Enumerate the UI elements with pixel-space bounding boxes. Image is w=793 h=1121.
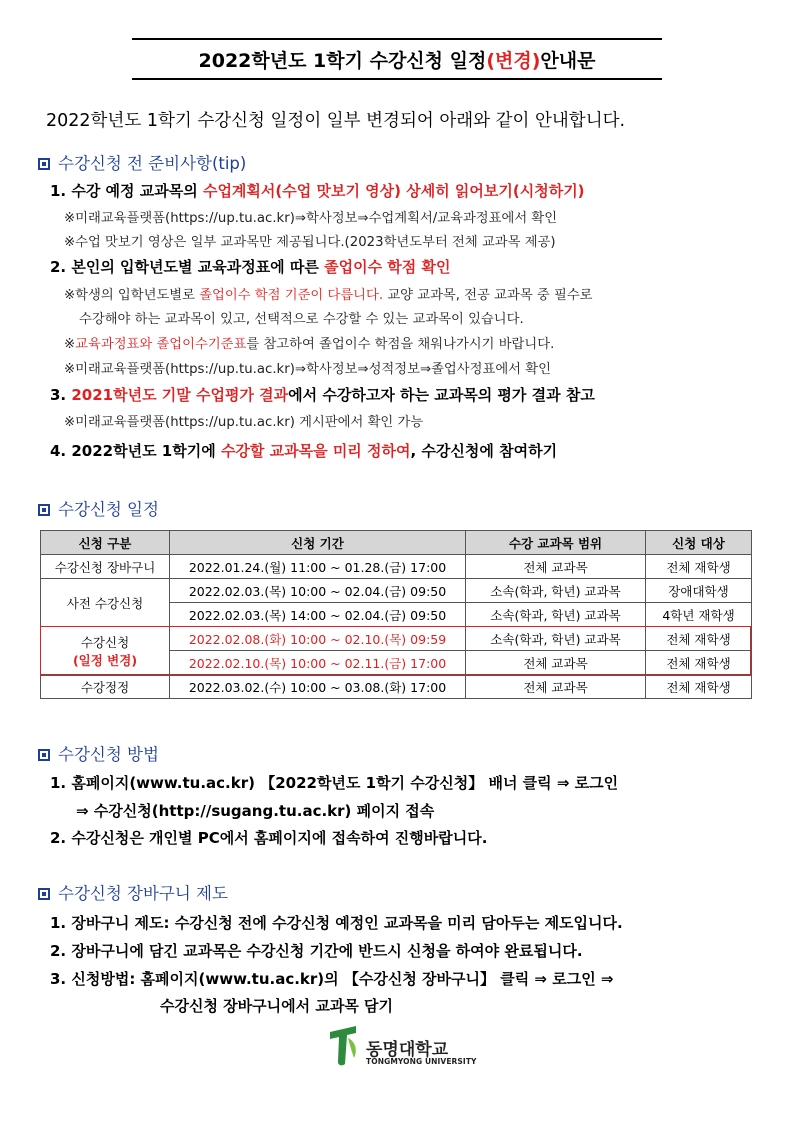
square-bullet-icon	[38, 158, 50, 170]
title-tail: 안내문	[540, 49, 596, 72]
changed-note: (일정 변경)	[72, 652, 138, 668]
section-label: 수강신청 방법	[58, 745, 159, 764]
method-item-1: 1. 홈페이지(www.tu.ac.kr) 【2022학년도 1학기 수강신청】 배너 클릭 ⇒ 로그인	[50, 774, 619, 792]
prep-item-4: 4. 2022학년도 1학기에 수강할 교과목을 미리 정하여, 수강신청에 참여하기	[50, 442, 558, 460]
table-header-row	[41, 531, 752, 555]
cell-target: 전체 재학생	[646, 627, 752, 651]
header-scope: 수강 교과목 범위	[466, 531, 646, 555]
cell-period-changed: 2022.02.10.(목) 10:00 ~ 02.11.(금) 17:00	[170, 651, 466, 675]
tongmyong-logo-icon	[326, 1024, 362, 1068]
prep-note-1b: ※수업 맛보기 영상은 일부 교과목만 제공됩니다.(2023학년도부터 전체 교과목 제공)	[64, 235, 556, 250]
cell-target: 4학년 재학생	[646, 603, 752, 627]
square-bullet-icon	[38, 749, 50, 761]
cell-scope: 전체 교과목	[466, 675, 646, 699]
cell-scope: 소속(학과, 학년) 교과목	[466, 603, 646, 627]
cell-target: 전체 재학생	[646, 555, 752, 579]
table-row	[41, 579, 752, 603]
cell-target: 장애대학생	[646, 579, 752, 603]
section-label: 수강신청 전 준비사항(tip)	[58, 154, 247, 173]
section-heading-prep	[38, 150, 246, 174]
cell-target: 전체 재학생	[646, 651, 752, 675]
intro-text: 2022학년도 1학기 수강신청 일정이 일부 변경되어 아래와 같이 안내합니다.	[46, 111, 626, 131]
table-row	[41, 555, 752, 579]
cell-scope: 소속(학과, 학년) 교과목	[466, 627, 646, 651]
prep-note-2b: ※교육과정표와 졸업이수기준표를 참고하여 졸업이수 학점을 채워나가시기 바랍니다.	[64, 337, 555, 352]
header-period: 신청 기간	[170, 531, 466, 555]
cell-period: 2022.01.24.(월) 11:00 ~ 01.28.(금) 17:00	[170, 555, 466, 579]
university-logo	[326, 1024, 476, 1072]
prep-note-1a: ※미래교육플랫폼(https://up.tu.ac.kr)⇒학사정보⇒수업계획서/교육과정표에서 확인	[64, 211, 558, 226]
method-item-2: 2. 수강신청은 개인별 PC에서 홈페이지에 접속하여 진행바랍니다.	[50, 829, 488, 847]
section-heading-method	[38, 741, 159, 765]
cell-target: 전체 재학생	[646, 675, 752, 699]
cart-item-3-cont: 수강신청 장바구니에서 교과목 담기	[160, 997, 394, 1015]
cell-category-changed: 수강신청 (일정 변경)	[41, 627, 170, 675]
method-item-1-cont: ⇒ 수강신청(http://sugang.tu.ac.kr) 페이지 접속	[76, 802, 435, 820]
prep-item-3: 3. 2021학년도 기말 수업평가 결과에서 수강하고자 하는 교과목의 평가 결과 참고	[50, 386, 595, 404]
table-row	[41, 675, 752, 699]
cell-period: 2022.02.03.(목) 10:00 ~ 02.04.(금) 09:50	[170, 579, 466, 603]
cell-category: 사전 수강신청	[41, 579, 170, 627]
square-bullet-icon	[38, 888, 50, 900]
square-bullet-icon	[38, 504, 50, 516]
prep-note-2a: ※학생의 입학년도별로 졸업이수 학점 기준이 다릅니다. 교양 교과목, 전공 교과목 중 필수로	[64, 288, 593, 303]
cell-period-changed: 2022.02.08.(화) 10:00 ~ 02.10.(목) 09:59	[170, 627, 466, 651]
section-heading-schedule	[38, 496, 159, 520]
title-main: 2022학년도 1학기 수강신청 일정	[198, 49, 487, 72]
prep-item-1: 1. 수강 예정 교과목의 수업계획서(수업 맛보기 영상) 상세히 읽어보기(시청하기)	[50, 182, 585, 200]
logo-english: TONGMYONG UNIVERSITY	[366, 1057, 477, 1066]
section-label: 수강신청 일정	[58, 500, 159, 519]
prep-note-2c: ※미래교육플랫폼(https://up.tu.ac.kr)⇒학사정보⇒성적정보⇒졸업사정표에서 확인	[64, 362, 551, 377]
title-highlight: (변경)	[486, 49, 541, 72]
cart-item-1: 1. 장바구니 제도: 수강신청 전에 수강신청 예정인 교과목을 미리 담아두는 제도입니다.	[50, 914, 623, 932]
table-row	[41, 627, 752, 651]
cell-scope: 소속(학과, 학년) 교과목	[466, 579, 646, 603]
cell-scope: 전체 교과목	[466, 555, 646, 579]
cart-item-3: 3. 신청방법: 홈페이지(www.tu.ac.kr)의 【수강신청 장바구니】 클릭 ⇒ 로그인 ⇒	[50, 970, 614, 988]
cart-item-2: 2. 장바구니에 담긴 교과목은 수강신청 기간에 반드시 신청을 하여야 완료됩니다.	[50, 942, 583, 960]
cell-period: 2022.02.03.(목) 14:00 ~ 02.04.(금) 09:50	[170, 603, 466, 627]
schedule-table	[40, 530, 752, 699]
cell-period: 2022.03.02.(수) 10:00 ~ 03.08.(화) 17:00	[170, 675, 466, 699]
cell-scope: 전체 교과목	[466, 651, 646, 675]
cell-category: 수강신청 장바구니	[41, 555, 170, 579]
logo-korean: 동명대학교	[366, 1040, 449, 1060]
page-title	[132, 38, 662, 80]
header-target: 신청 대상	[646, 531, 752, 555]
prep-note-2a-cont: 수강해야 하는 교과목이 있고, 선택적으로 수강할 수 있는 교과목이 있습니다.	[79, 312, 524, 327]
cell-category: 수강정정	[41, 675, 170, 699]
section-heading-cart	[38, 880, 228, 904]
prep-item-2: 2. 본인의 입학년도별 교육과정표에 따른 졸업이수 학점 확인	[50, 258, 451, 276]
section-label: 수강신청 장바구니 제도	[58, 884, 228, 903]
prep-note-3: ※미래교육플랫폼(https://up.tu.ac.kr) 게시판에서 확인 가능	[64, 415, 424, 430]
header-category: 신청 구분	[41, 531, 170, 555]
